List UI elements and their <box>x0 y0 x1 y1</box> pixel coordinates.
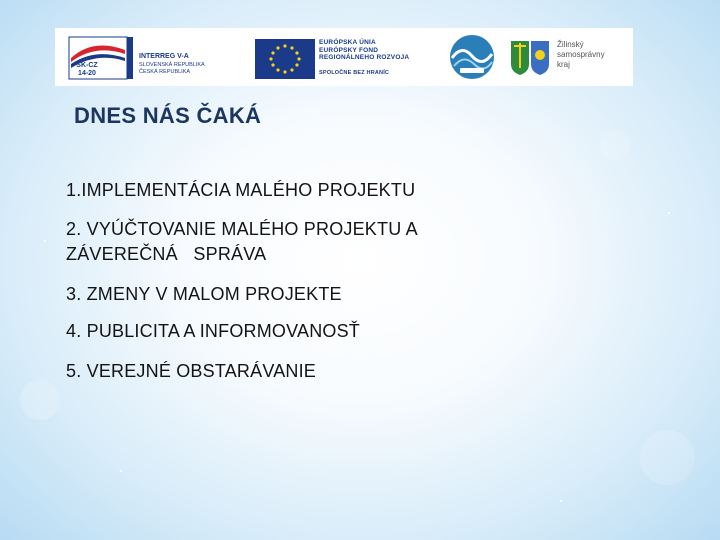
wave-emblem-icon <box>443 28 501 86</box>
background-sparkle <box>120 470 122 472</box>
logo-strip <box>55 28 633 86</box>
interreg-code-line2: 14-20 <box>78 69 96 77</box>
slide-title: DNES NÁS ČAKÁ <box>74 103 262 128</box>
interreg-code <box>76 62 98 77</box>
interreg-code-line1: SK-CZ <box>76 62 98 69</box>
coat-of-arms-icon <box>501 28 557 86</box>
agenda-item: 5. VEREJNÉ OBSTARÁVANIE <box>66 361 316 381</box>
agenda-item: 1.IMPLEMENTÁCIA MALÉHO PROJEKTU <box>66 180 416 200</box>
zilina-region-logo <box>501 28 633 86</box>
background-bokeh <box>20 380 60 420</box>
region-line1: Žilinský <box>557 40 584 49</box>
background-bokeh <box>600 130 630 160</box>
eu-motto: SPOLOČNE BEZ HRANÍC <box>319 70 390 76</box>
interreg-title: INTERREG V-A <box>139 53 189 60</box>
eu-flag-icon <box>251 28 317 86</box>
background-sparkle <box>668 212 670 214</box>
background-bokeh <box>640 430 695 485</box>
region-line2: samosprávny <box>557 50 605 59</box>
eu-logo-text <box>319 39 409 62</box>
eu-line1: EURÓPSKA ÚNIA <box>319 39 376 46</box>
interreg-subtitle-line2: ČESKÁ REPUBLIKA <box>139 68 191 75</box>
agenda-item: 3. ZMENY V MALOM PROJEKTE <box>66 284 342 304</box>
regional-partner-logo <box>443 28 501 86</box>
interreg-subtitle <box>139 62 205 75</box>
eu-line3: REGIONÁLNEHO ROZVOJA <box>319 54 410 61</box>
background-sparkle <box>560 500 562 502</box>
background-sparkle <box>44 240 46 242</box>
interreg-subtitle-line1: SLOVENSKÁ REPUBLIKA <box>139 62 205 68</box>
agenda-item: 4. PUBLICITA A INFORMOVANOSŤ <box>66 321 360 341</box>
eu-logo <box>251 28 433 86</box>
agenda-item: 2. VYÚČTOVANIE MALÉHO PROJEKTU A ZÁVEREČNÁ SPRÁVA <box>66 219 418 264</box>
interreg-logo <box>63 28 253 86</box>
eu-line2: EURÓPSKY FOND <box>319 46 379 54</box>
region-line3: kraj <box>557 60 570 69</box>
zilina-region-name <box>557 40 605 70</box>
